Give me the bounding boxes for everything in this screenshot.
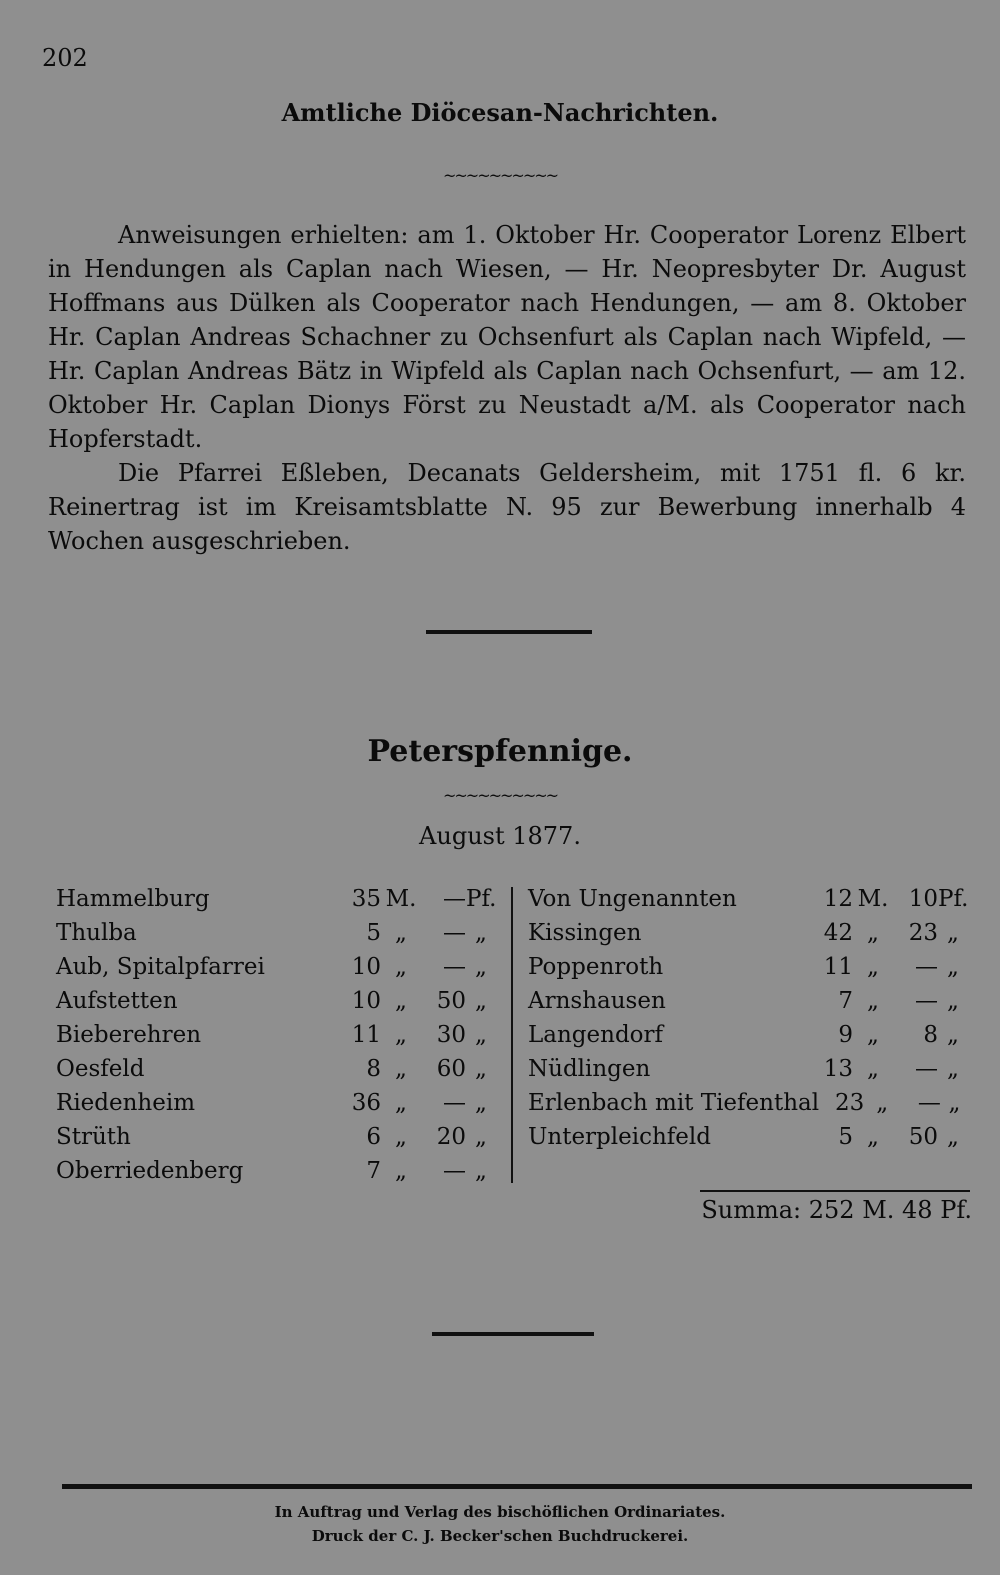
mark-amount: 42 bbox=[823, 920, 853, 946]
section-date: August 1877. bbox=[419, 822, 581, 850]
pfennig-amount: 8 bbox=[923, 1022, 938, 1048]
place-name: Bieberehren bbox=[56, 1022, 202, 1048]
footer-line-1: In Auftrag und Verlag des bischöflichen Ordinariates. bbox=[274, 1503, 726, 1521]
mark-amount: 7 bbox=[366, 1158, 381, 1184]
footer-line-2: Druck der C. J. Becker'schen Buchdruckerei. bbox=[311, 1527, 689, 1545]
list-item bbox=[528, 984, 968, 1018]
place-name: Von Ungenannten bbox=[528, 886, 737, 912]
section-divider-rule bbox=[426, 630, 592, 634]
page-number: 202 bbox=[42, 44, 88, 72]
list-item bbox=[56, 1120, 496, 1154]
mark-amount: 11 bbox=[823, 954, 853, 980]
ornament-squiggle-top: ~~~~~~~~~~ bbox=[442, 166, 558, 185]
pfennig-amount: — bbox=[443, 1158, 466, 1184]
place-name: Hammelburg bbox=[56, 886, 210, 912]
list-item bbox=[528, 1086, 968, 1120]
end-divider-rule bbox=[432, 1332, 594, 1336]
pfennig-amount: 23 bbox=[908, 920, 938, 946]
mark-unit: „ bbox=[395, 1022, 407, 1048]
mark-unit: „ bbox=[395, 1158, 407, 1184]
mark-amount: 23 bbox=[834, 1090, 865, 1116]
pfennig-amount: 20 bbox=[436, 1124, 466, 1150]
announcement-paragraph-1: Anweisungen erhielten: am 1. Oktober Hr. Cooperator Lorenz Elbert in Hendungen als Caplan nach Wiesen, — Hr. Neopresbyter Dr. August Hoffmans aus Dülken als Cooperator nach Hendungen, — am 8. Oktober Hr. Caplan Andreas Schachner zu Ochsenfurt als Caplan nach Wipfeld, — Hr. Caplan Andreas Bätz in Wipfeld als Caplan nach Ochsenfurt, — am 12. Oktober Hr. Caplan Dionys Först zu Neustadt a/M. als Cooperator nach Hopferstadt. bbox=[48, 221, 966, 453]
mark-amount: 13 bbox=[823, 1056, 853, 1082]
list-item bbox=[56, 984, 496, 1018]
summa-total: Summa: 252 M. 48 Pf. bbox=[701, 1196, 972, 1224]
ornament-squiggle-section: ~~~~~~~~~~ bbox=[442, 786, 558, 805]
mark-unit: „ bbox=[395, 1056, 407, 1082]
mark-amount: 35 bbox=[351, 886, 381, 912]
pfennig-amount: 10 bbox=[908, 886, 938, 912]
mark-amount: 9 bbox=[838, 1022, 853, 1048]
place-name: Oesfeld bbox=[56, 1056, 145, 1082]
section-title: Peterspfennige. bbox=[367, 734, 633, 769]
list-item bbox=[56, 950, 496, 984]
list-item bbox=[528, 1018, 968, 1052]
mark-amount: 5 bbox=[838, 1124, 853, 1150]
footer bbox=[0, 1500, 1000, 1548]
place-name: Riedenheim bbox=[56, 1090, 196, 1116]
pfennig-unit: „ bbox=[475, 1158, 487, 1184]
mark-amount: 10 bbox=[351, 954, 381, 980]
mark-unit: „ bbox=[867, 1022, 879, 1048]
place-name: Erlenbach mit Tiefenthal bbox=[528, 1090, 820, 1116]
mark-unit: „ bbox=[867, 920, 879, 946]
mark-unit: M. bbox=[857, 886, 889, 912]
pfennig-amount: — bbox=[443, 954, 466, 980]
mark-unit: „ bbox=[395, 988, 407, 1014]
pfennig-unit: „ bbox=[475, 1022, 487, 1048]
place-name: Langendorf bbox=[528, 1022, 664, 1048]
pfennig-unit: „ bbox=[475, 954, 487, 980]
list-item bbox=[528, 950, 968, 984]
place-name: Strüth bbox=[56, 1124, 131, 1150]
list-item bbox=[528, 916, 968, 950]
place-name: Unterpleichfeld bbox=[528, 1124, 711, 1150]
place-name: Nüdlingen bbox=[528, 1056, 651, 1082]
place-name: Arnshausen bbox=[528, 988, 666, 1014]
list-item bbox=[56, 1018, 496, 1052]
mark-amount: 11 bbox=[351, 1022, 381, 1048]
pfennig-unit: „ bbox=[947, 1056, 959, 1082]
pfennig-unit: „ bbox=[947, 1124, 959, 1150]
pfennig-unit: „ bbox=[948, 1090, 961, 1116]
place-name: Aub, Spitalpfarrei bbox=[56, 954, 265, 980]
column-divider bbox=[511, 887, 513, 1183]
mark-unit: „ bbox=[876, 1090, 889, 1116]
pfennig-amount: — bbox=[443, 920, 466, 946]
list-item bbox=[56, 1086, 496, 1120]
pfennig-amount: 50 bbox=[908, 1124, 938, 1150]
mark-amount: 8 bbox=[366, 1056, 381, 1082]
pfennig-unit: Pf. bbox=[466, 886, 497, 912]
mark-unit: „ bbox=[395, 920, 407, 946]
pfennig-unit: „ bbox=[475, 988, 487, 1014]
header-title: Amtliche Diöcesan-Nachrichten. bbox=[281, 98, 719, 127]
list-item bbox=[56, 1052, 496, 1086]
mark-unit: M. bbox=[385, 886, 417, 912]
list-item bbox=[56, 882, 496, 916]
pfennig-unit: „ bbox=[947, 1022, 959, 1048]
mark-unit: „ bbox=[395, 1124, 407, 1150]
footer-rule bbox=[62, 1484, 972, 1489]
announcement-block bbox=[48, 218, 966, 558]
pfennig-amount: 60 bbox=[436, 1056, 466, 1082]
list-item bbox=[528, 1052, 968, 1086]
mark-unit: „ bbox=[867, 1124, 879, 1150]
mark-unit: „ bbox=[867, 1056, 879, 1082]
place-name: Kissingen bbox=[528, 920, 642, 946]
mark-unit: „ bbox=[395, 954, 407, 980]
place-name: Aufstetten bbox=[56, 988, 178, 1014]
pfennig-unit: „ bbox=[947, 954, 959, 980]
list-item bbox=[56, 1154, 496, 1188]
pfennig-unit: „ bbox=[947, 920, 959, 946]
pfennig-amount: — bbox=[915, 954, 938, 980]
mark-unit: „ bbox=[867, 988, 879, 1014]
pfennig-unit: „ bbox=[475, 1124, 487, 1150]
mark-amount: 7 bbox=[838, 988, 853, 1014]
mark-amount: 6 bbox=[366, 1124, 381, 1150]
pfennig-amount: — bbox=[915, 1056, 938, 1082]
pfennig-amount: 30 bbox=[436, 1022, 466, 1048]
pfennig-unit: „ bbox=[475, 920, 487, 946]
place-name: Poppenroth bbox=[528, 954, 664, 980]
place-name: Oberriedenberg bbox=[56, 1158, 244, 1184]
mark-amount: 10 bbox=[351, 988, 381, 1014]
announcement-paragraph-2: Die Pfarrei Eßleben, Decanats Geldersheim, mit 1751 fl. 6 kr. Reinertrag ist im Kreisamtsblatte N. 95 zur Bewerbung innerhalb 4 Wochen ausgeschrieben. bbox=[48, 459, 966, 555]
list-item bbox=[56, 916, 496, 950]
pfennig-unit: „ bbox=[475, 1090, 487, 1116]
pfennig-unit: Pf. bbox=[938, 886, 969, 912]
right-donation-list bbox=[528, 882, 968, 1154]
list-item bbox=[528, 882, 968, 916]
pfennig-amount: — bbox=[443, 886, 466, 912]
left-donation-list bbox=[56, 882, 496, 1188]
pfennig-amount: 50 bbox=[436, 988, 466, 1014]
mark-amount: 36 bbox=[351, 1090, 381, 1116]
list-item bbox=[528, 1120, 968, 1154]
pfennig-amount: — bbox=[917, 1090, 941, 1116]
place-name: Thulba bbox=[56, 920, 137, 946]
mark-amount: 12 bbox=[823, 886, 853, 912]
mark-amount: 5 bbox=[366, 920, 381, 946]
pfennig-unit: „ bbox=[947, 988, 959, 1014]
pfennig-amount: — bbox=[915, 988, 938, 1014]
sum-rule bbox=[700, 1190, 970, 1192]
pfennig-unit: „ bbox=[475, 1056, 487, 1082]
mark-unit: „ bbox=[867, 954, 879, 980]
mark-unit: „ bbox=[395, 1090, 407, 1116]
pfennig-amount: — bbox=[443, 1090, 466, 1116]
